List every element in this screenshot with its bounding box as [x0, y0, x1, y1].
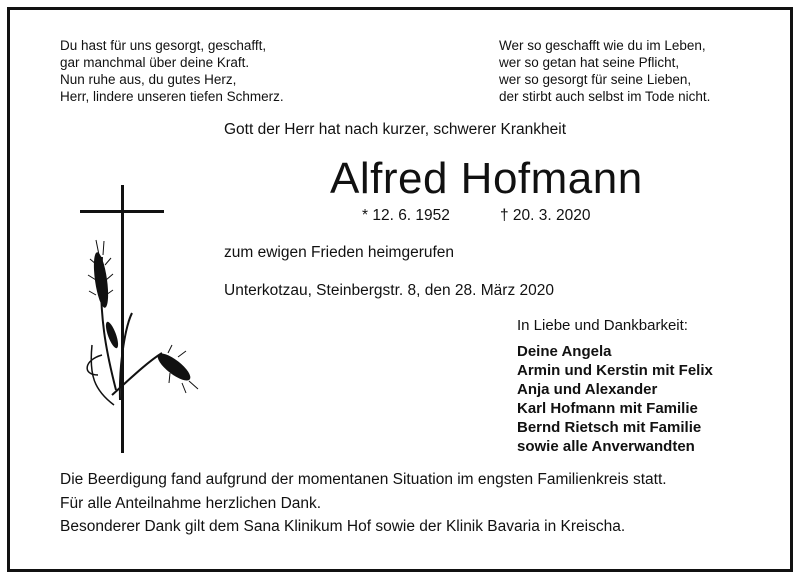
- mourner-name: Karl Hofmann mit Familie: [517, 400, 698, 417]
- mourner-name: Bernd Rietsch mit Familie: [517, 419, 702, 436]
- poem-left-line: Nun ruhe aus, du gutes Herz,: [60, 72, 237, 87]
- mourner-name: sowie alle Anverwandten: [517, 438, 695, 455]
- cross-with-wheat-icon: [74, 185, 204, 455]
- footer-line: Besonderer Dank gilt dem Sana Klinikum Hof sowie der Klinik Bavaria in Kreischa.: [60, 518, 626, 535]
- rest-text: zum ewigen Frieden heimgerufen: [224, 244, 455, 261]
- poem-left: [60, 37, 284, 105]
- poem-right: [499, 37, 710, 105]
- poem-right-line: der stirbt auch selbst im Tode nicht.: [499, 89, 711, 104]
- birth-date: * 12. 6. 1952: [362, 207, 450, 224]
- footer-line: Für alle Anteilnahme herzlichen Dank.: [60, 494, 322, 512]
- poem-right-line: wer so gesorgt für seine Lieben,: [499, 72, 692, 87]
- mourner-name: Anja und Alexander: [517, 381, 658, 398]
- mourner-name: Armin und Kerstin mit Felix: [517, 362, 713, 379]
- footer-text: [60, 468, 667, 539]
- poem-left-line: Du hast für uns gesorgt, geschafft,: [60, 38, 267, 53]
- thanks-heading: In Liebe und Dankbarkeit:: [517, 317, 688, 334]
- death-date: † 20. 3. 2020: [500, 207, 591, 224]
- footer-line: Die Beerdigung fand aufgrund der momentanen Situation im engsten Familienkreis statt.: [60, 471, 667, 488]
- mourner-name: Deine Angela: [517, 343, 612, 360]
- mourners-list: [517, 342, 713, 456]
- intro-text: Gott der Herr hat nach kurzer, schwerer Krankheit: [224, 121, 567, 138]
- poem-right-line: Wer so geschafft wie du im Leben,: [499, 38, 706, 53]
- place-date: Unterkotzau, Steinbergstr. 8, den 28. März 2020: [224, 282, 554, 299]
- poem-right-line: wer so getan hat seine Pflicht,: [499, 55, 680, 70]
- poem-left-line: Herr, lindere unseren tiefen Schmerz.: [60, 89, 284, 104]
- poem-left-line: gar manchmal über deine Kraft.: [60, 55, 250, 70]
- deceased-name: Alfred Hofmann: [330, 154, 643, 203]
